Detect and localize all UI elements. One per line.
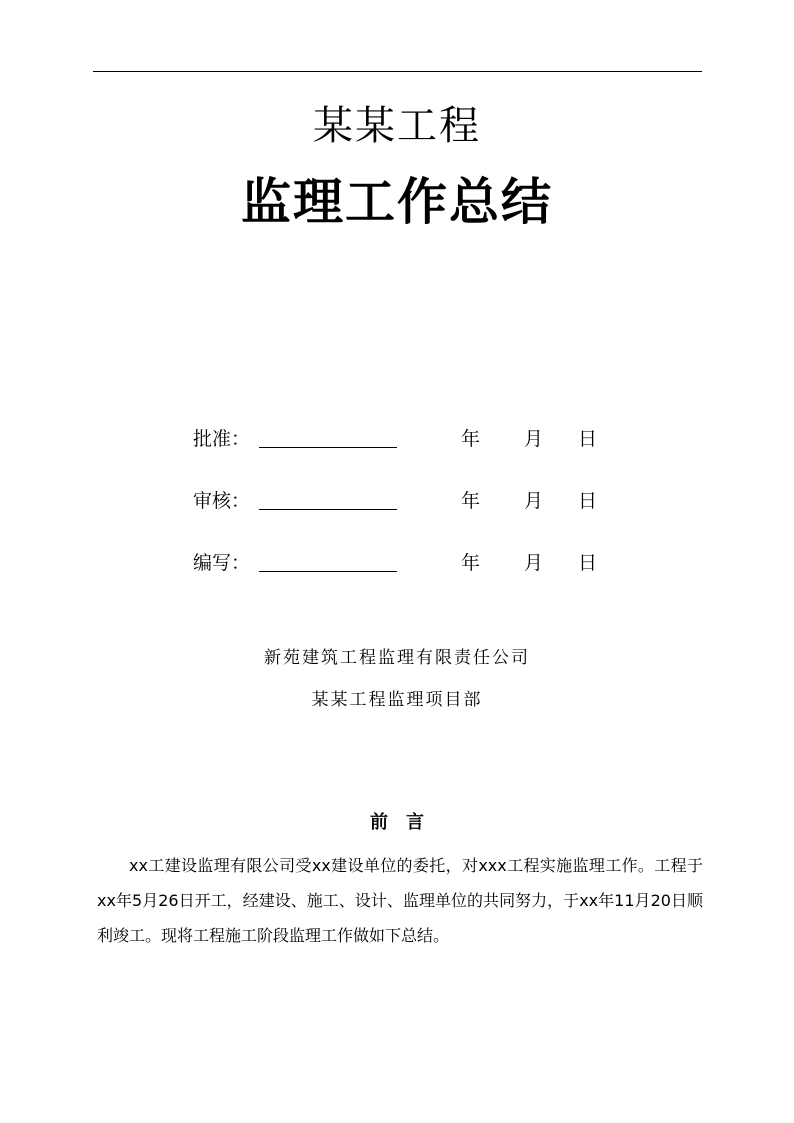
signature-label: 审核： [193, 490, 251, 512]
project-title: 某某工程 [313, 103, 481, 149]
date-day: 日 [578, 490, 598, 512]
signature-label: 批准： [193, 428, 251, 450]
date-year: 年 [461, 490, 481, 512]
company-name: 新苑建筑工程监理有限责任公司 [264, 648, 530, 668]
date-day: 日 [578, 428, 598, 450]
preface-heading: 前 言 [370, 812, 424, 833]
signature-row-review [193, 486, 613, 516]
signature-line [259, 509, 397, 510]
signature-row-approve [193, 424, 613, 454]
signature-line [259, 571, 397, 572]
signature-row-author [193, 548, 613, 578]
date-month: 月 [524, 490, 544, 512]
date-year: 年 [461, 428, 481, 450]
header-rule [93, 71, 702, 72]
document-title: 监理工作总结 [241, 173, 553, 231]
date-month: 月 [524, 552, 544, 574]
signature-label: 编写： [193, 552, 251, 574]
date-year: 年 [461, 552, 481, 574]
date-day: 日 [578, 552, 598, 574]
project-department: 某某工程监理项目部 [311, 690, 483, 710]
preface-body: xx工建设监理有限公司受xx建设单位的委托，对xxx工程实施监理工作。工程于xx年5月26日开工，经建设、施工、设计、监理单位的共同努力，于xx年11月20日顺利竣工。现将工程施工阶段监理工作做如下总结。 [97, 856, 703, 945]
signature-line [259, 447, 397, 448]
date-month: 月 [524, 428, 544, 450]
